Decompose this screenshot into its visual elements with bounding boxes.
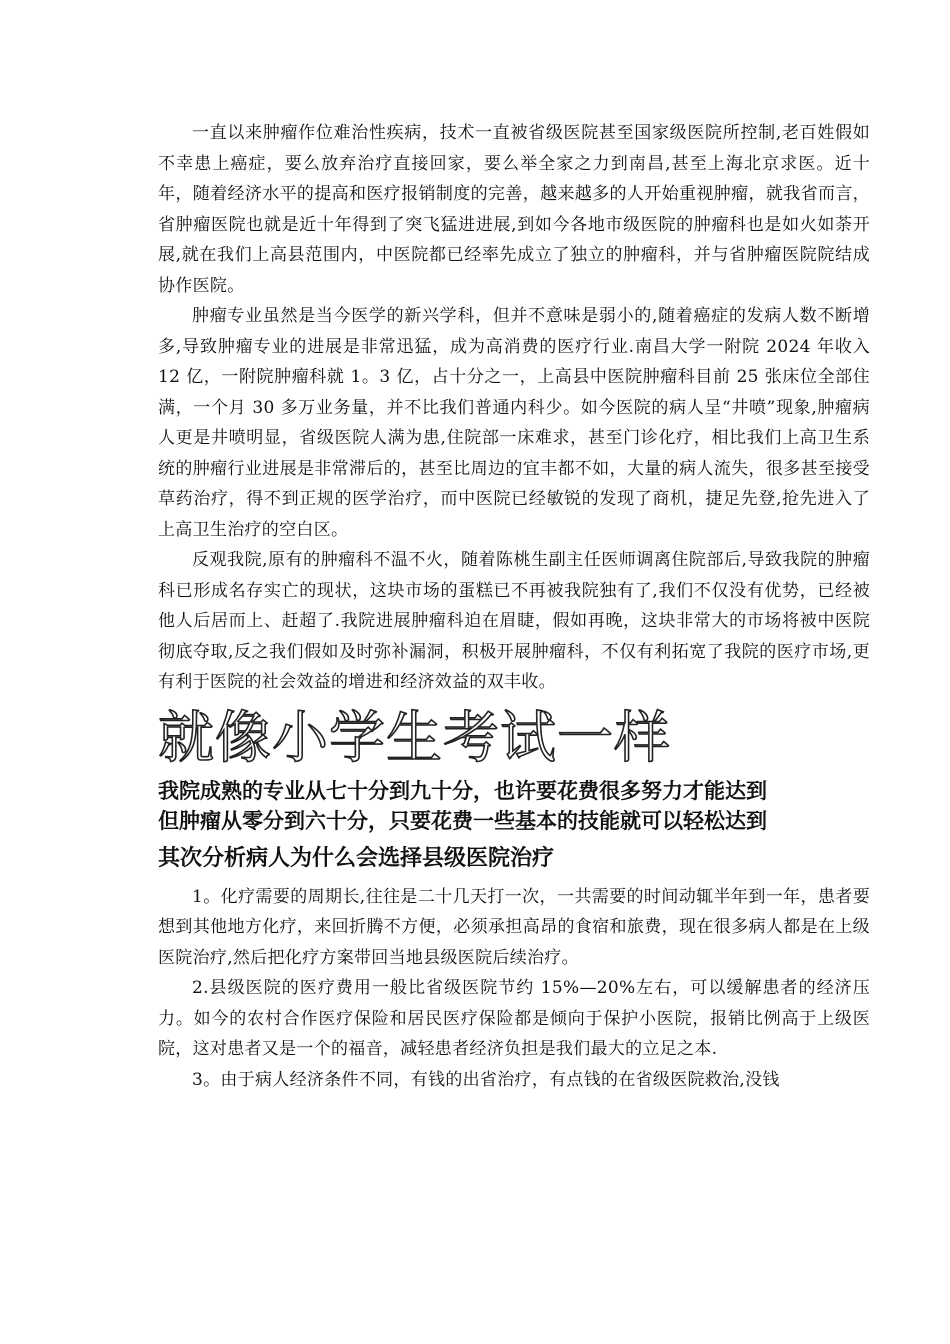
body-paragraph-2: 肿瘤专业虽然是当今医学的新兴学科，但并不意味是弱小的,随着癌症的发病人数不断增多,导致肿瘤专业的进展是非常迅猛，成为高消费的医疗行业.南昌大学一附院 2024 年收入 12 亿，一附院肿瘤科就 1。3 亿，占十分之一，上高县中医院肿瘤科目前 25 张床位全部住满，一个月 30 多万业务量，并不比我们普通内科少。如今医院的病人呈“井喷”现象,肿瘤病人更是井喷明显，省级医院人满为患,住院部一床难求，甚至门诊化疗，相比我们上高卫生系统的肿瘤行业进展是非常滞后的，甚至比周边的宜丰都不如，大量的病人流失，很多甚至接受草药治疗，得不到正规的医学治疗，而中医院已经敏锐的发现了商机，捷足先登,抢先进入了上高卫生治疗的空白区。: [158, 306, 870, 540]
section-heading: 其次分析病人为什么会选择县级医院治疗: [158, 845, 555, 871]
list-item-2: 2.县级医院的医疗费用一般比省级医院节约 15%—20%左右，可以缓解患者的经济压力。如今的农村合作医疗保险和居民医疗保险都是倾向于保护小医院，报销比例高于上级医院，这对患者又是一个的福音，减轻患者经济负担是我们最大的立足之本.: [158, 978, 870, 1059]
bold-line-1: 我院成熟的专业从七十分到九十分，也许要花费很多努力才能达到: [158, 778, 767, 803]
document-page: [158, 118, 870, 1095]
bold-line-2: 但肿瘤从零分到六十分，只要花费一些基本的技能就可以轻松达到: [158, 808, 767, 833]
list-item-3: 3。由于病人经济条件不同，有钱的出省治疗，有点钱的在省级医院救治,没钱: [192, 1069, 780, 1090]
body-paragraph-3: 反观我院,原有的肿瘤科不温不火，随着陈桃生副主任医师调离住院部后,导致我院的肿瘤科已形成名存实亡的现状，这块市场的蛋糕已不再被我院独有了,我们不仅没有优势，已经被他人后居而上、赶超了.我院进展肿瘤科迫在眉睫，假如再晚，这块非常大的市场将被中医院彻底夺取,反之我们假如及时弥补漏洞，积极开展肿瘤科，不仅有利拓宽了我院的医疗市场,更有利于医院的社会效益的增进和经济效益的双丰收。: [158, 550, 870, 692]
body-paragraph-1: 一直以来肿瘤作位难治性疾病，技术一直被省级医院甚至国家级医院所控制,老百姓假如不幸患上癌症，要么放弃治疗直接回家，要么举全家之力到南昌,甚至上海北京求医。近十年，随着经济水平的提高和医疗报销制度的完善，越来越多的人开始重视肿瘤，就我省而言，省肿瘤医院也就是近十年得到了突飞猛进进展,到如今各地市级医院的肿瘤科也是如火如荼开展,就在我们上高县范围内，中医院都已经率先成立了独立的肿瘤科，并与省肿瘤医院院结成协作医院。: [158, 123, 870, 296]
outline-title: 就像小学生考试一样: [158, 705, 671, 771]
list-item-1: 1。化疗需要的周期长,往往是二十几天打一次，一共需要的时间动辄半年到一年，患者要想到其他地方化疗，来回折腾不方便，必须承担高昂的食宿和旅费，现在很多病人都是在上级医院治疗,然后把化疗方案带回当地县级医院后续治疗。: [158, 886, 870, 968]
